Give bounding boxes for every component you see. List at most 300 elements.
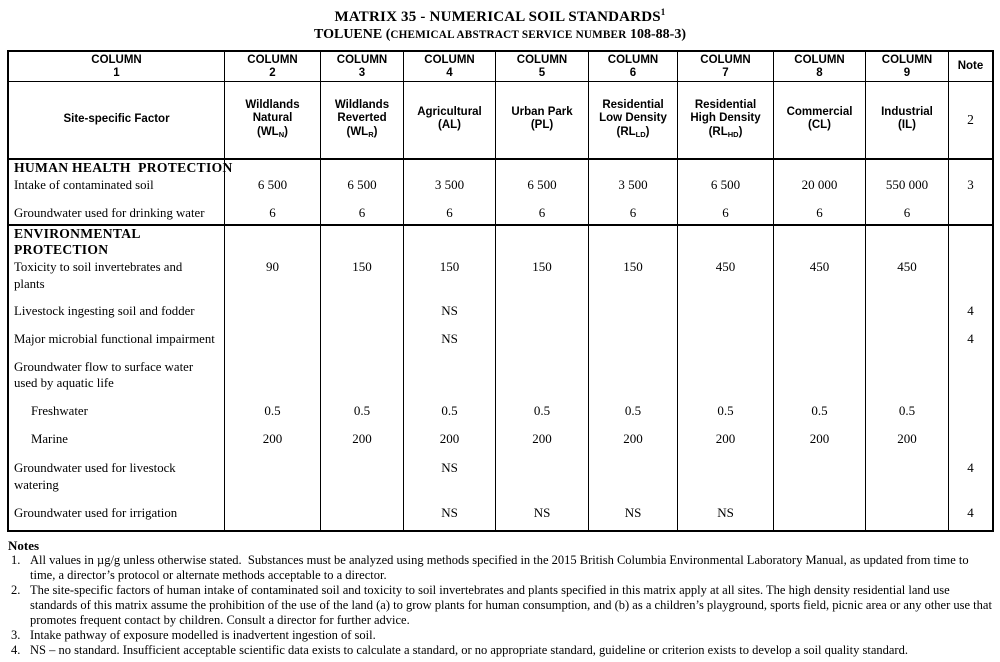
empty-cell — [9, 448, 225, 459]
landuse-header-il — [866, 82, 949, 158]
value-cell: 450 — [866, 258, 949, 276]
empty-cell — [949, 222, 992, 224]
empty-cell — [589, 320, 678, 330]
note-number: 3. — [11, 628, 21, 642]
table-row-gw-livestock-wrap — [9, 477, 992, 493]
empty-cell — [589, 359, 678, 375]
soil-standards-table — [7, 50, 994, 532]
empty-cell — [678, 391, 774, 402]
value-cell: 6 — [225, 204, 321, 222]
empty-cell — [774, 391, 866, 402]
landuse-abbr — [709, 126, 743, 142]
value-cell: 450 — [774, 258, 866, 276]
empty-cell — [321, 359, 404, 375]
empty-cell — [225, 320, 321, 330]
empty-cell — [949, 391, 992, 402]
value-cell: 150 — [589, 258, 678, 276]
column-3-header — [321, 52, 404, 81]
empty-cell — [866, 359, 949, 375]
note-text: The site-specific factors of human intake of contaminated soil and toxicity to soil invertebrates and plants specified in this matrix apply at all sites. The high density residential land use standards of this matrix assume the prohibition of the use of the land (a) to grow plants for human consumption, and (b) as a children’s playground, sports field, picnic area or any other use that promotes frequent contact by children. Consult a director for further advice. — [30, 583, 992, 627]
value-cell: 0.5 — [678, 402, 774, 420]
column-number: 1 — [113, 66, 120, 79]
column-8-header — [774, 52, 866, 81]
value-cell: 6 500 — [321, 176, 404, 194]
empty-cell — [9, 420, 225, 430]
landuse-line1: Wildlands — [245, 98, 300, 111]
value-cell — [225, 504, 321, 522]
landuse-line2: Natural — [252, 112, 293, 125]
table-row-freshwater — [9, 402, 992, 420]
value-cell — [774, 504, 866, 522]
empty-cell — [496, 226, 589, 242]
empty-cell — [774, 493, 866, 504]
empty-cell — [866, 276, 949, 292]
empty-cell — [678, 160, 774, 176]
empty-cell — [404, 348, 496, 359]
empty-cell — [404, 242, 496, 258]
empty-cell — [589, 226, 678, 242]
note-number: 4. — [11, 643, 21, 657]
empty-cell — [949, 448, 992, 459]
value-cell — [225, 330, 321, 348]
abbr-subscript: R — [368, 129, 374, 139]
landuse-line1: Residential — [602, 98, 664, 111]
empty-cell — [774, 448, 866, 459]
empty-cell — [404, 477, 496, 493]
landuse-header-rlhd — [678, 82, 774, 158]
empty-cell — [774, 292, 866, 302]
empty-cell — [589, 375, 678, 391]
empty-cell — [496, 477, 589, 493]
note-text: NS – no standard. Insufficient acceptable scientific data exists to calculate a standard, or no appropriate standard, guideline or criterion exists to develop a soil quality standard. — [30, 643, 908, 657]
empty-cell — [866, 348, 949, 359]
empty-cell — [496, 359, 589, 375]
spacer-row — [9, 292, 992, 302]
empty-cell — [866, 160, 949, 176]
empty-cell — [866, 375, 949, 391]
empty-cell — [9, 194, 225, 204]
note-column-header — [949, 52, 992, 81]
empty-cell — [404, 359, 496, 375]
value-cell — [496, 330, 589, 348]
column-7-header — [678, 52, 774, 81]
table-header-row-2 — [9, 82, 992, 160]
row-label: Major microbial functional impairment — [9, 330, 225, 348]
section-heading-row — [9, 242, 992, 258]
abbr-suffix: ) — [912, 119, 916, 131]
empty-cell — [949, 160, 992, 176]
empty-cell — [678, 276, 774, 292]
empty-cell — [496, 222, 589, 224]
landuse-line1: Wildlands — [334, 98, 390, 111]
note-number: 2. — [11, 583, 21, 597]
page-title — [0, 7, 1000, 26]
column-word: COLUMN — [794, 53, 845, 66]
empty-cell — [225, 292, 321, 302]
row-label: Groundwater used for drinking water — [9, 204, 225, 222]
empty-cell — [321, 348, 404, 359]
note-number: 1. — [11, 553, 21, 567]
note-text: All values in µg/g unless otherwise stated. Substances must be analyzed using methods specified in the 2015 British Columbia Environmental Laboratory Manual, as updated from time to time, a director’s protocol or alternate methods acceptable to a director. — [30, 553, 969, 582]
section-heading-env-1: ENVIRONMENTAL — [9, 226, 225, 242]
empty-cell — [678, 292, 774, 302]
section-heading-env-2: PROTECTION — [9, 242, 225, 258]
empty-cell — [321, 477, 404, 493]
empty-cell — [589, 522, 678, 530]
empty-cell — [589, 292, 678, 302]
abbr-suffix: ) — [549, 119, 554, 131]
empty-cell — [404, 448, 496, 459]
empty-cell — [496, 420, 589, 430]
landuse-line1: Urban Park — [511, 105, 573, 118]
column-6-header — [589, 52, 678, 81]
empty-cell — [866, 292, 949, 302]
value-cell: 6 — [496, 204, 589, 222]
value-cell: 0.5 — [589, 402, 678, 420]
spacer-row — [9, 348, 992, 359]
spacer-row — [9, 448, 992, 459]
empty-cell — [496, 320, 589, 330]
value-cell: 6 — [678, 204, 774, 222]
value-cell — [321, 459, 404, 477]
value-cell: NS — [678, 504, 774, 522]
column-number: 5 — [538, 66, 546, 79]
abbr-subscript: LD — [635, 129, 646, 139]
empty-cell — [774, 222, 866, 224]
empty-cell — [866, 477, 949, 493]
table-row-aquatic — [9, 359, 992, 375]
note-cell: 4 — [967, 303, 974, 318]
empty-cell — [496, 160, 589, 176]
landuse-header-pl — [496, 82, 589, 158]
empty-cell — [9, 493, 225, 504]
spacer-row — [9, 420, 992, 430]
column-number: 6 — [629, 66, 637, 79]
empty-cell — [949, 493, 992, 504]
value-cell — [866, 459, 949, 477]
empty-cell — [774, 320, 866, 330]
empty-cell — [774, 242, 866, 258]
value-cell — [774, 302, 866, 320]
header-note-cell: 2 — [967, 112, 974, 128]
row-label-continued: used by aquatic life — [9, 375, 225, 391]
abbr-prefix: (IL — [898, 119, 913, 131]
value-cell — [866, 302, 949, 320]
empty-cell — [589, 348, 678, 359]
value-cell: 90 — [225, 258, 321, 276]
empty-cell — [321, 194, 404, 204]
abbr-suffix: ) — [738, 125, 743, 138]
empty-cell — [866, 242, 949, 258]
cas-label: CHEMICAL ABSTRACT SERVICE NUMBER — [390, 29, 627, 41]
value-cell: NS — [496, 504, 589, 522]
value-cell: 200 — [866, 430, 949, 448]
note-cell: 4 — [967, 505, 974, 520]
value-cell: 6 — [866, 204, 949, 222]
landuse-line1: Residential — [694, 98, 757, 111]
empty-cell — [678, 420, 774, 430]
empty-cell — [225, 391, 321, 402]
row-label: Marine — [9, 430, 225, 448]
empty-cell — [321, 493, 404, 504]
table-row-aquatic-wrap — [9, 375, 992, 391]
empty-cell — [404, 320, 496, 330]
empty-cell — [866, 448, 949, 459]
empty-cell — [321, 222, 404, 224]
note-item-1 — [8, 553, 994, 583]
note-text: Intake pathway of exposure modelled is inadvertent ingestion of soil. — [30, 628, 376, 642]
landuse-line1: Agricultural — [417, 105, 482, 118]
empty-cell — [225, 222, 321, 224]
column-word: COLUMN — [700, 53, 751, 66]
value-cell — [321, 302, 404, 320]
empty-cell — [589, 477, 678, 493]
document-titles — [0, 0, 1000, 43]
value-cell: 20 000 — [774, 176, 866, 194]
column-1-header — [9, 52, 225, 81]
value-cell — [589, 330, 678, 348]
value-cell: 200 — [774, 430, 866, 448]
value-cell — [678, 302, 774, 320]
empty-cell — [404, 522, 496, 530]
value-cell: NS — [404, 459, 496, 477]
note-item-2 — [8, 583, 994, 628]
landuse-line2: Reverted — [337, 112, 387, 125]
table-row-gw-drinking — [9, 204, 992, 222]
chemical-name: TOLUENE ( — [314, 27, 391, 42]
empty-cell — [496, 194, 589, 204]
factor-header-label: Site-specific Factor — [63, 113, 170, 126]
empty-cell — [949, 477, 992, 493]
value-cell — [496, 459, 589, 477]
value-cell: 200 — [404, 430, 496, 448]
value-cell: 6 500 — [225, 176, 321, 194]
empty-cell — [225, 242, 321, 258]
spacer-row — [9, 194, 992, 204]
empty-cell — [774, 226, 866, 242]
page-subtitle — [0, 27, 1000, 43]
value-cell — [589, 302, 678, 320]
empty-cell — [774, 375, 866, 391]
page-title-text: MATRIX 35 - NUMERICAL SOIL STANDARDS — [334, 9, 661, 25]
empty-cell — [678, 522, 774, 530]
empty-cell — [496, 522, 589, 530]
value-cell: 6 — [404, 204, 496, 222]
column-word: COLUMN — [607, 53, 659, 66]
empty-cell — [404, 276, 496, 292]
note-cell: 3 — [967, 177, 974, 192]
value-cell: 6 — [589, 204, 678, 222]
empty-cell — [866, 522, 949, 530]
landuse-header-al — [404, 82, 496, 158]
table-row-livestock — [9, 302, 992, 320]
empty-cell — [866, 226, 949, 242]
empty-cell — [9, 292, 225, 302]
empty-cell — [774, 359, 866, 375]
empty-cell — [678, 194, 774, 204]
empty-cell — [321, 292, 404, 302]
value-cell: 0.5 — [321, 402, 404, 420]
empty-cell — [225, 375, 321, 391]
landuse-line1: Industrial — [881, 105, 933, 118]
empty-cell — [589, 420, 678, 430]
value-cell: NS — [404, 504, 496, 522]
table-header-row-1 — [9, 52, 992, 82]
empty-cell — [225, 477, 321, 493]
empty-cell — [949, 359, 992, 375]
empty-cell — [589, 391, 678, 402]
value-cell: 550 000 — [866, 176, 949, 194]
empty-cell — [774, 194, 866, 204]
landuse-abbr — [438, 119, 461, 135]
column-word: COLUMN — [91, 53, 142, 66]
value-cell — [225, 302, 321, 320]
row-label: Intake of contaminated soil — [9, 176, 225, 194]
landuse-abbr — [531, 119, 553, 135]
empty-cell — [404, 493, 496, 504]
value-cell: 200 — [321, 430, 404, 448]
section-heading-row — [9, 226, 992, 242]
empty-cell — [9, 222, 225, 224]
empty-cell — [321, 522, 404, 530]
value-cell: 3 500 — [589, 176, 678, 194]
cas-number: 108-88-3) — [626, 27, 686, 42]
note-word: Note — [957, 60, 984, 72]
empty-cell — [404, 160, 496, 176]
note-cell — [949, 402, 992, 420]
empty-cell — [404, 222, 496, 224]
empty-cell — [404, 375, 496, 391]
table-row-irrigation — [9, 504, 992, 522]
value-cell: 450 — [678, 258, 774, 276]
empty-cell — [9, 348, 225, 359]
empty-cell — [225, 493, 321, 504]
empty-cell — [678, 477, 774, 493]
column-word: COLUMN — [247, 53, 298, 66]
column-word: COLUMN — [336, 53, 388, 66]
value-cell — [496, 302, 589, 320]
table-row-marine — [9, 430, 992, 448]
abbr-prefix: (CL — [807, 119, 828, 131]
empty-cell — [774, 160, 866, 176]
empty-cell — [404, 194, 496, 204]
table-row-intake — [9, 176, 992, 194]
empty-cell — [404, 420, 496, 430]
empty-cell — [225, 160, 321, 176]
notes-heading: Notes — [8, 538, 40, 553]
empty-cell — [321, 420, 404, 430]
landuse-header-wlr — [321, 82, 404, 158]
column-number: 4 — [446, 66, 453, 79]
empty-cell — [774, 477, 866, 493]
note-item-4 — [8, 643, 994, 658]
spacer-row — [9, 391, 992, 402]
empty-cell — [774, 348, 866, 359]
row-label: Groundwater flow to surface water — [9, 359, 225, 375]
value-cell: 150 — [321, 258, 404, 276]
empty-cell — [589, 160, 678, 176]
column-5-header — [496, 52, 589, 81]
notes-section — [8, 538, 994, 658]
column-9-header — [866, 52, 949, 81]
spacer-row — [9, 522, 992, 530]
empty-cell — [949, 194, 992, 204]
empty-cell — [9, 391, 225, 402]
empty-cell — [321, 448, 404, 459]
abbr-suffix: ) — [457, 119, 461, 131]
empty-cell — [678, 493, 774, 504]
abbr-suffix: ) — [373, 125, 378, 138]
value-cell: 0.5 — [774, 402, 866, 420]
value-cell: NS — [589, 504, 678, 522]
abbr-prefix: (PL — [530, 119, 550, 131]
column-number: 3 — [358, 66, 366, 79]
empty-cell — [589, 448, 678, 459]
value-cell: 150 — [496, 258, 589, 276]
landuse-header-rlld — [589, 82, 678, 158]
column-word: COLUMN — [881, 53, 933, 66]
empty-cell — [404, 226, 496, 242]
landuse-line2: High Density — [690, 112, 761, 125]
empty-cell — [496, 348, 589, 359]
empty-cell — [496, 242, 589, 258]
value-cell: 150 — [404, 258, 496, 276]
empty-cell — [949, 276, 992, 292]
value-cell: 200 — [589, 430, 678, 448]
note-cell — [949, 258, 992, 276]
row-label: Groundwater used for irrigation — [9, 504, 225, 522]
empty-cell — [496, 391, 589, 402]
row-label: Freshwater — [9, 402, 225, 420]
value-cell: 6 — [774, 204, 866, 222]
empty-cell — [866, 493, 949, 504]
empty-cell — [225, 522, 321, 530]
abbr-prefix: (RL — [708, 125, 728, 138]
note-item-3 — [8, 628, 994, 643]
spacer-row — [9, 320, 992, 330]
empty-cell — [866, 222, 949, 224]
empty-cell — [225, 420, 321, 430]
landuse-header-wln — [225, 82, 321, 158]
empty-cell — [678, 348, 774, 359]
empty-cell — [949, 292, 992, 302]
empty-cell — [9, 320, 225, 330]
empty-cell — [678, 448, 774, 459]
value-cell: 0.5 — [225, 402, 321, 420]
abbr-prefix: (WL — [346, 125, 369, 138]
column-word: COLUMN — [424, 53, 475, 66]
column-number: 8 — [816, 66, 823, 79]
landuse-line2: Low Density — [599, 112, 667, 125]
value-cell — [866, 330, 949, 348]
section-heading-hhp: HUMAN HEALTH PROTECTION — [9, 160, 225, 176]
title-footnote-marker: 1 — [660, 7, 666, 17]
empty-cell — [589, 222, 678, 224]
row-label: Toxicity to soil invertebrates and — [9, 258, 225, 276]
empty-cell — [496, 493, 589, 504]
landuse-abbr — [347, 126, 378, 142]
value-cell — [774, 330, 866, 348]
empty-cell — [866, 320, 949, 330]
empty-cell — [321, 226, 404, 242]
empty-cell — [589, 493, 678, 504]
empty-cell — [949, 348, 992, 359]
empty-cell — [949, 420, 992, 430]
empty-cell — [774, 522, 866, 530]
landuse-abbr — [808, 119, 831, 135]
value-cell: 0.5 — [866, 402, 949, 420]
value-cell: 200 — [496, 430, 589, 448]
